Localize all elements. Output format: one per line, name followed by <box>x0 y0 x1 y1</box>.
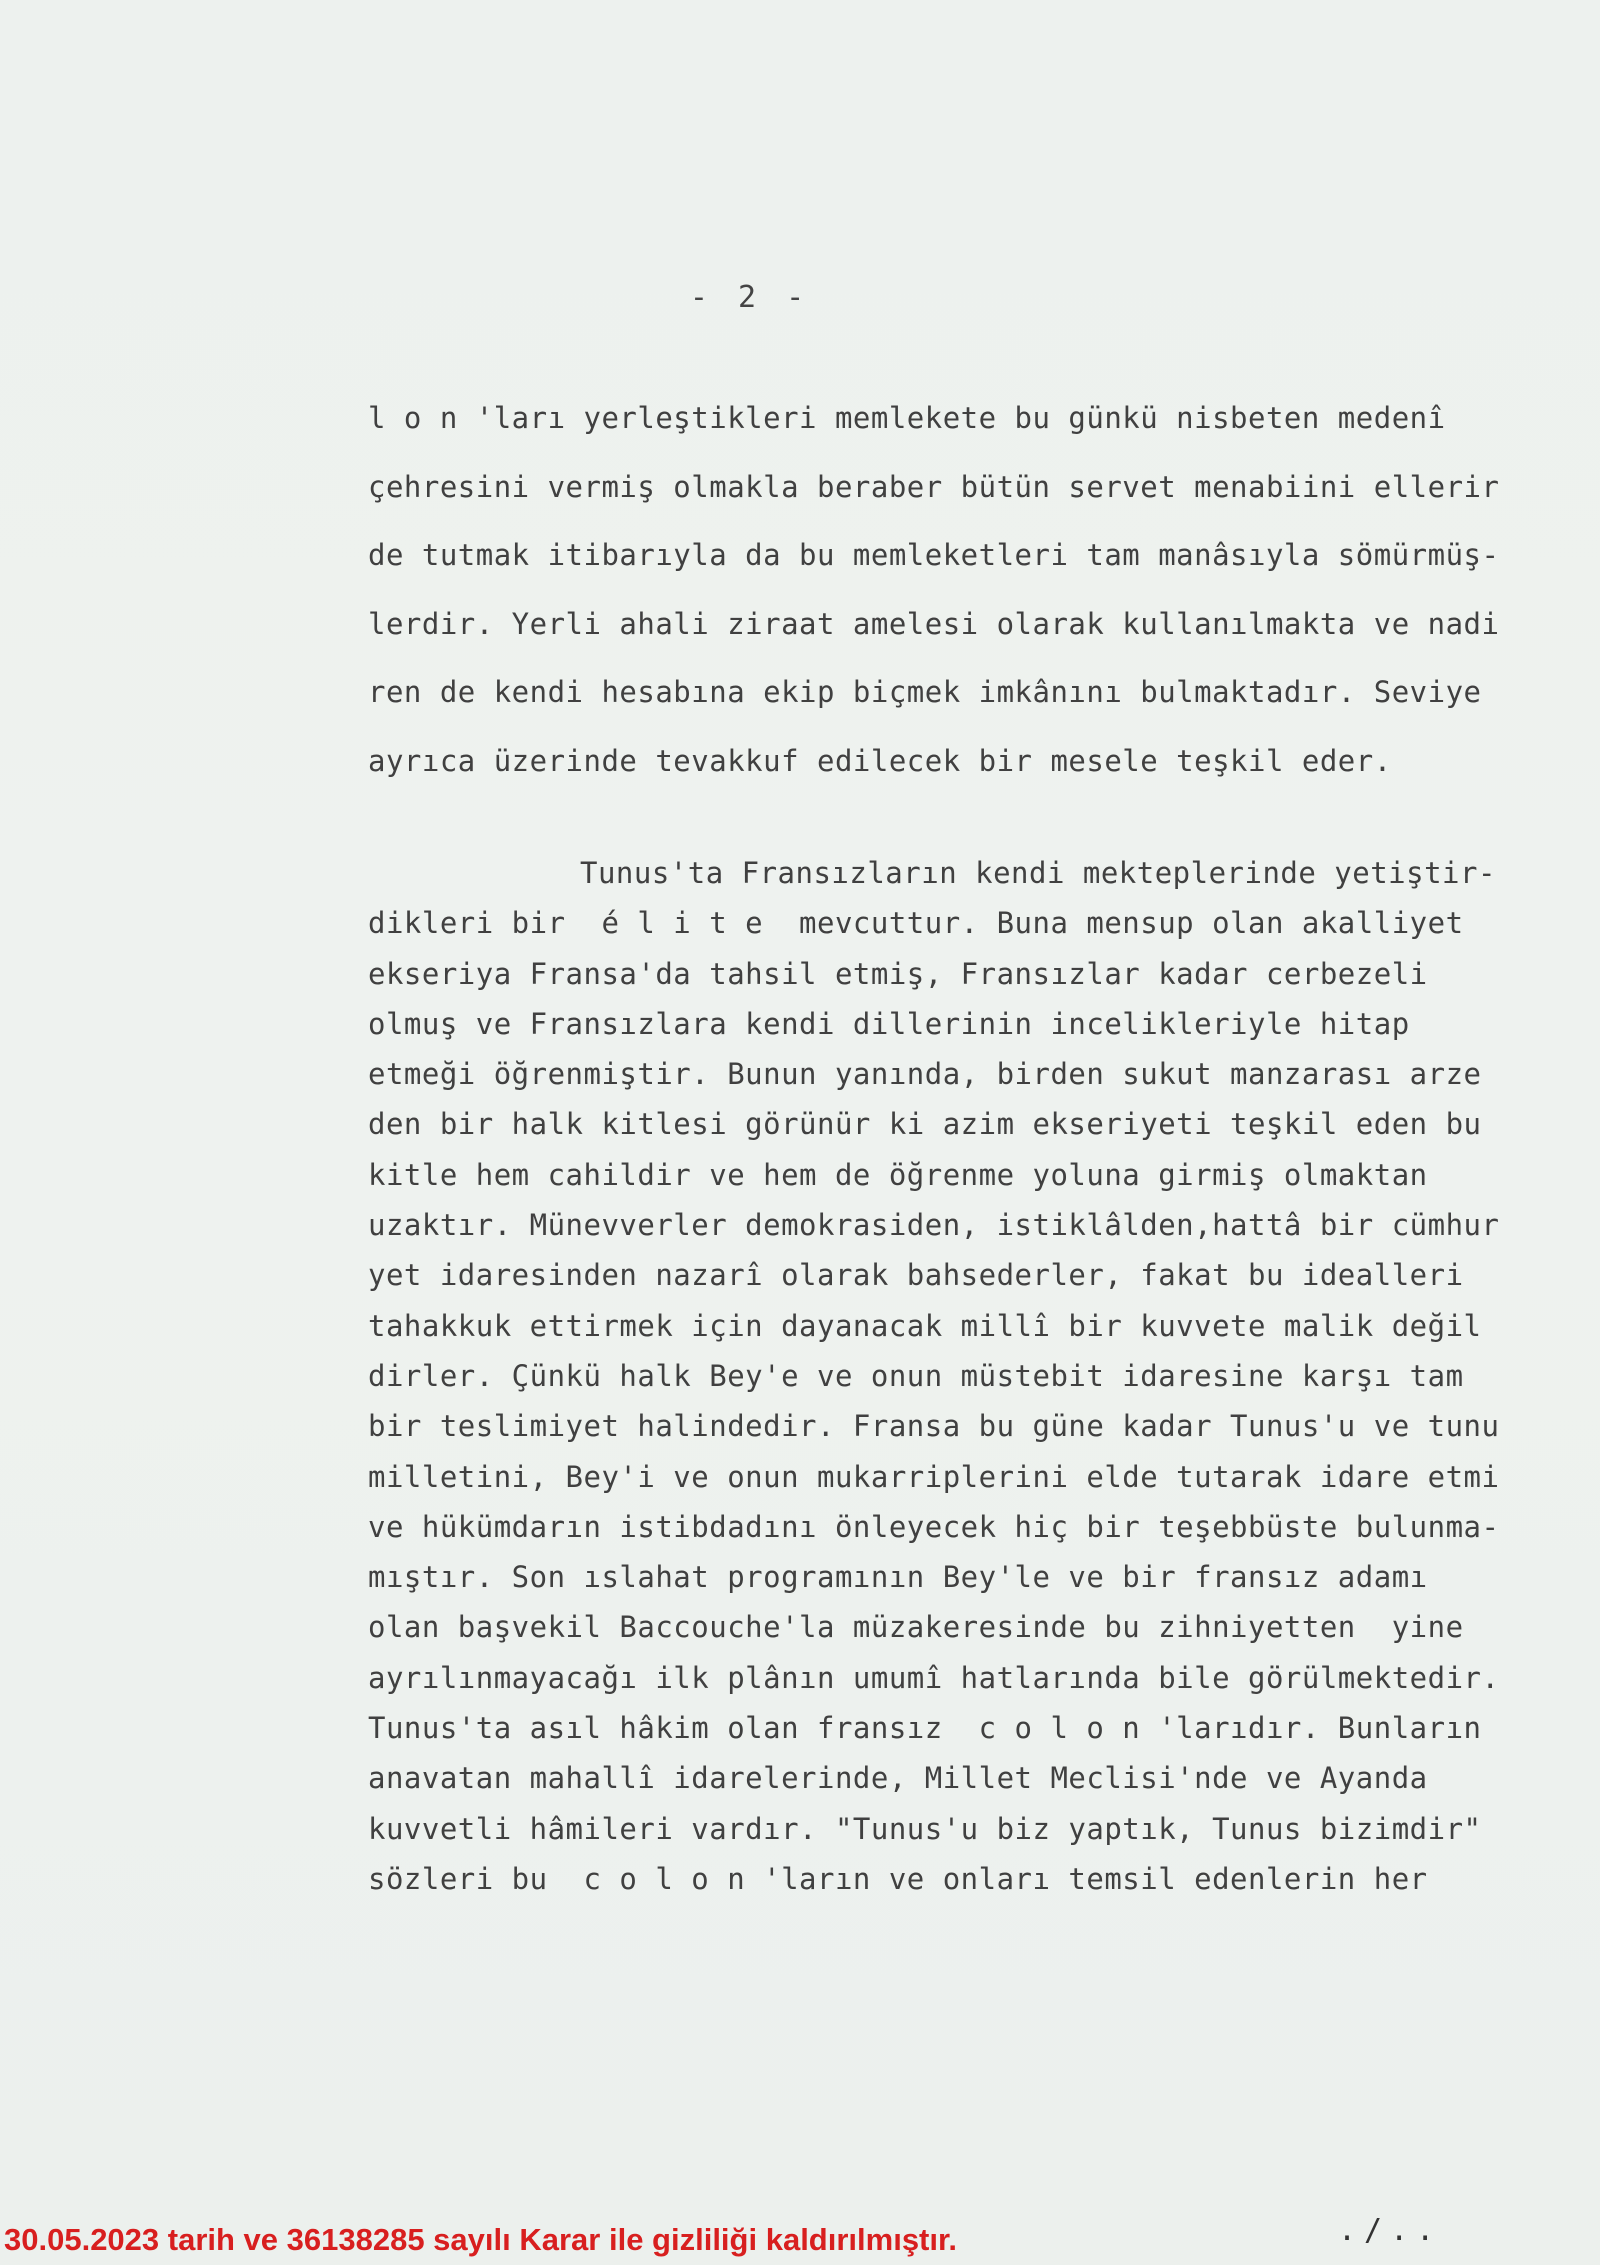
page-number-text: - 2 - <box>689 280 811 315</box>
page-number <box>0 280 1600 315</box>
paragraph-1 <box>368 384 1588 795</box>
text-line: olmuş ve Fransızlara kendi dillerinin incelikleriyle hitap <box>368 1006 1410 1041</box>
text-line: de tutmak itibarıyla da bu memleketleri tam manâsıyla sömürmüş- <box>368 538 1500 572</box>
text-line: ren de kendi hesabına ekip biçmek imkânını bulmaktadır. Seviye <box>368 675 1482 709</box>
declassification-notice: 30.05.2023 tarih ve 36138285 sayılı Karar ile gizliliği kaldırılmıştır. <box>4 2222 957 2257</box>
text-line: yet idaresinden nazarî olarak bahsederler, fakat bu idealleri <box>368 1258 1464 1293</box>
text-line: Tunus'ta Fransızların kendi mekteplerinde yetiştir- <box>580 856 1496 890</box>
text-line: lerdir. Yerli ahali ziraat amelesi olarak kullanılmakta ve nadi <box>368 606 1500 641</box>
text-line: dirler. Çünkü halk Bey'e ve onun müstebit idaresine karşı tam <box>368 1358 1464 1393</box>
text-line: uzaktır. Münevverler demokrasiden, istiklâlden,hattâ bir cümhur <box>368 1208 1500 1243</box>
text-line: bir teslimiyet halindedir. Fransa bu güne kadar Tunus'u ve tunu <box>368 1409 1500 1444</box>
text-line: anavatan mahallî idarelerinde, Millet Meclisi'nde ve Ayanda <box>368 1761 1428 1796</box>
text-line: etmeği öğrenmiştir. Bunun yanında, birden sukut manzarası arze <box>368 1057 1482 1092</box>
text-line: milletini, Bey'i ve onun mukarriplerini elde tutarak idare etmi <box>368 1459 1500 1494</box>
text-line: Tunus'ta asıl hâkim olan fransız c o l o n 'larıdır. Bunların <box>368 1711 1482 1746</box>
text-line: ekseriya Fransa'da tahsil etmiş, Fransızlar kadar cerbezeli <box>368 956 1428 991</box>
text-line: ayrılınmayacağı ilk plânın umumî hatlarında bile görülmektedir. <box>368 1660 1500 1695</box>
text-line: tahakkuk ettirmek için dayanacak millî bir kuvvete malik değil <box>368 1308 1482 1343</box>
text-line: den bir halk kitlesi görünür ki azim ekseriyeti teşkil eden bu <box>368 1107 1482 1142</box>
text-line: olan başvekil Baccouche'la müzakeresinde bu zihniyetten yine <box>368 1610 1464 1645</box>
text-line: mıştır. Son ıslahat programının Bey'le ve bir fransız adamı <box>368 1560 1428 1595</box>
text-line: sözleri bu c o l o n 'ların ve onları temsil edenlerin her <box>368 1861 1428 1896</box>
text-line: kitle hem cahildir ve hem de öğrenme yoluna girmiş olmaktan <box>368 1157 1428 1192</box>
text-line: dikleri bir é l i t e mevcuttur. Buna mensup olan akalliyet <box>368 906 1464 941</box>
text-line: ayrıca üzerinde tevakkuf edilecek bir mesele teşkil eder. <box>368 743 1392 778</box>
continuation-mark: ./.. <box>1338 2213 1443 2248</box>
text-line: çehresini vermiş olmakla beraber bütün servet menabiini ellerir <box>368 469 1500 504</box>
text-line: ve hükümdarın istibdadını önleyecek hiç bir teşebbüste bulunma- <box>368 1509 1500 1544</box>
text-line: l o n 'ları yerleştikleri memlekete bu günkü nisbeten medenî <box>368 401 1446 435</box>
text-line: kuvvetli hâmileri vardır. "Tunus'u biz yaptık, Tunus bizimdir" <box>368 1811 1482 1846</box>
paragraph-2 <box>368 848 1588 1904</box>
